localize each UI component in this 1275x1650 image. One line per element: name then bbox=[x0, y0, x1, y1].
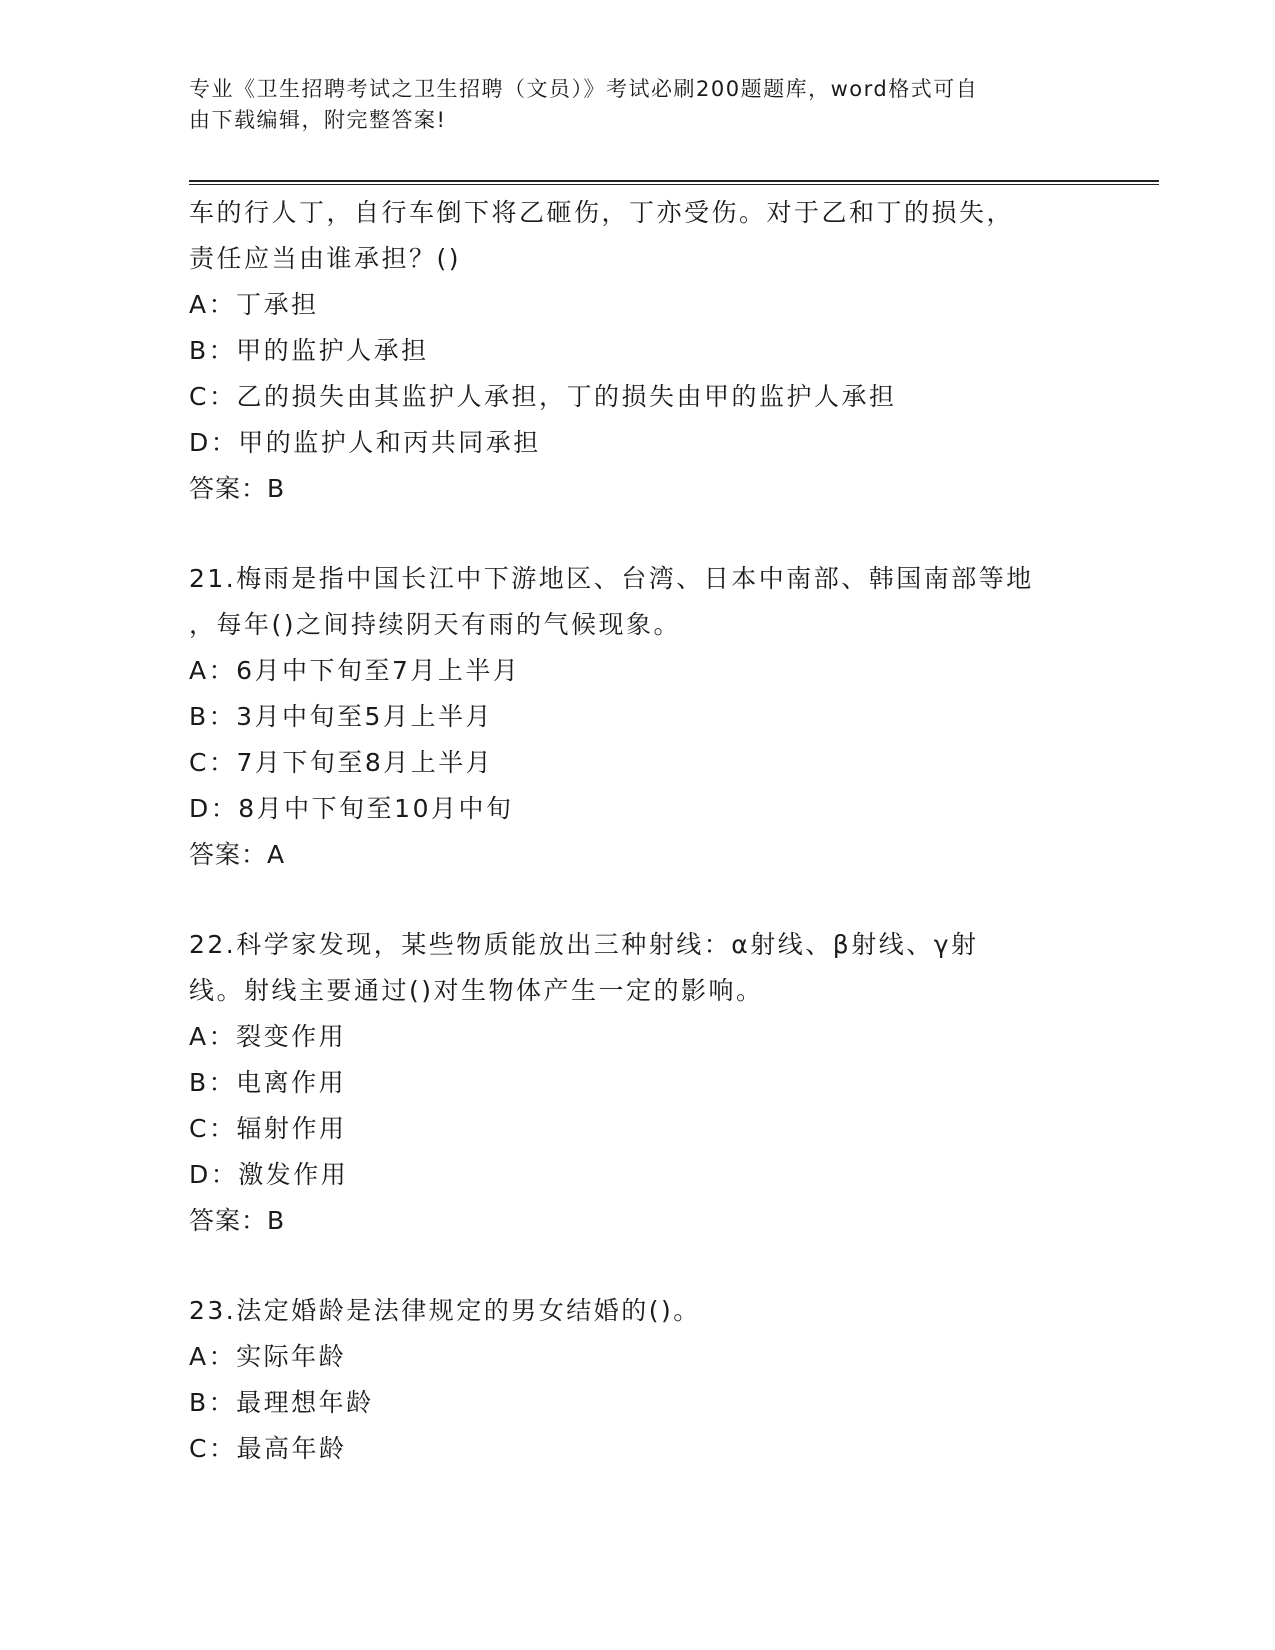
question-text: 21.梅雨是指中国长江中下游地区、台湾、日本中南部、韩国南部等地 bbox=[189, 564, 1034, 593]
question-21 bbox=[189, 556, 1089, 878]
option-a: A：裂变作用 bbox=[189, 1022, 347, 1051]
page-header bbox=[189, 74, 1069, 136]
option-a: A：6月中下旬至7月上半月 bbox=[189, 656, 521, 685]
option-c: C：辐射作用 bbox=[189, 1114, 347, 1143]
option-b: B：最理想年龄 bbox=[189, 1388, 374, 1417]
question-text: 线。射线主要通过()对生物体产生一定的影响。 bbox=[189, 976, 764, 1005]
question-text: 23.法定婚龄是法律规定的男女结婚的()。 bbox=[189, 1296, 701, 1325]
option-b: B：电离作用 bbox=[189, 1068, 347, 1097]
question-23 bbox=[189, 1288, 1089, 1472]
option-d: D：8月中下旬至10月中旬 bbox=[189, 794, 514, 823]
option-d: D：甲的监护人和丙共同承担 bbox=[189, 428, 541, 457]
answer: 答案：B bbox=[189, 1206, 286, 1235]
question-text: 责任应当由谁承担？() bbox=[189, 244, 462, 273]
header-line-2: 由下载编辑，附完整答案! bbox=[189, 108, 447, 132]
question-text: 车的行人丁，自行车倒下将乙砸伤，丁亦受伤。对于乙和丁的损失， bbox=[189, 198, 1015, 227]
option-b: B：甲的监护人承担 bbox=[189, 336, 429, 365]
header-line-1: 专业《卫生招聘考试之卫生招聘（文员）》考试必刷200题题库，word格式可自 bbox=[189, 77, 979, 101]
answer: 答案：A bbox=[189, 840, 286, 869]
question-list bbox=[189, 190, 1089, 1472]
question-text: ，每年()之间持续阴天有雨的气候现象。 bbox=[189, 610, 682, 639]
option-a: A：丁承担 bbox=[189, 290, 319, 319]
question-22 bbox=[189, 922, 1089, 1244]
option-c: C：最高年龄 bbox=[189, 1434, 347, 1463]
answer: 答案：B bbox=[189, 474, 286, 503]
header-divider bbox=[189, 180, 1159, 185]
option-d: D：激发作用 bbox=[189, 1160, 349, 1189]
option-c: C：7月下旬至8月上半月 bbox=[189, 748, 494, 777]
option-c: C：乙的损失由其监护人承担，丁的损失由甲的监护人承担 bbox=[189, 382, 897, 411]
option-b: B：3月中旬至5月上半月 bbox=[189, 702, 493, 731]
question-20 bbox=[189, 190, 1089, 512]
question-text: 22.科学家发现，某些物质能放出三种射线：α射线、β射线、γ射 bbox=[189, 930, 979, 959]
option-a: A：实际年龄 bbox=[189, 1342, 347, 1371]
